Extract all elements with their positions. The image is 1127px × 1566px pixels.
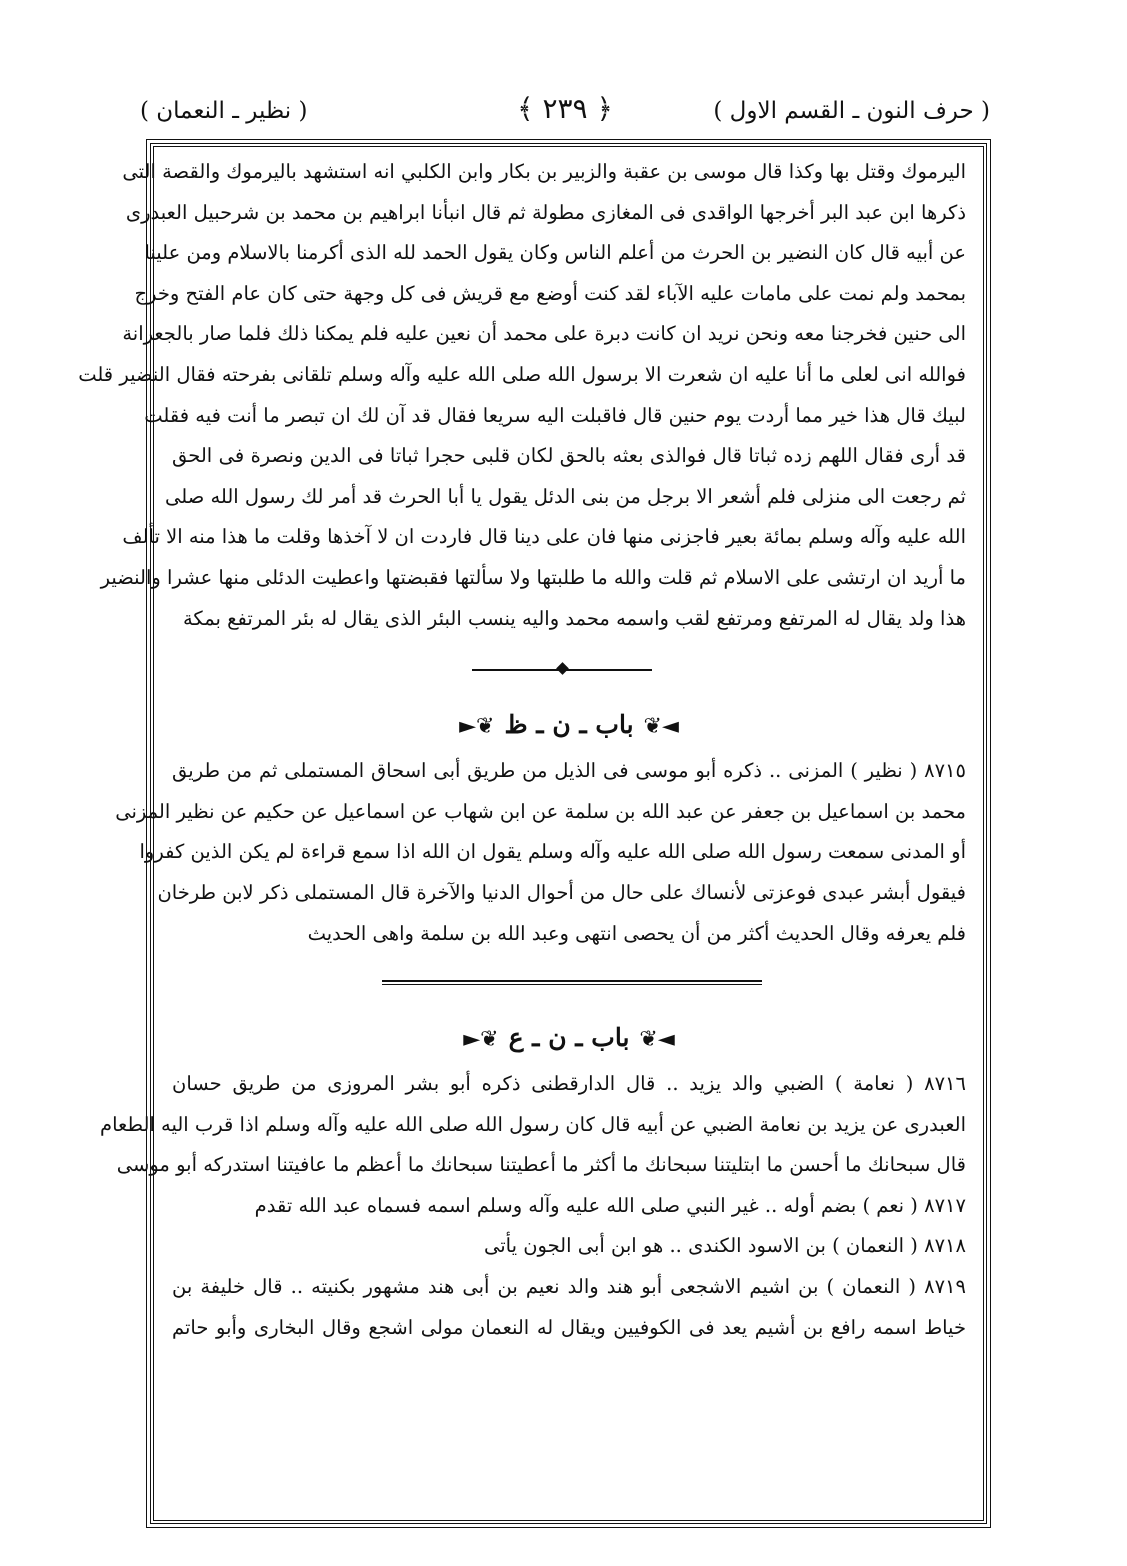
section-heading-label: باب ـ ن ـ ع <box>508 1023 630 1053</box>
section-divider-ornament <box>172 639 966 699</box>
text-line: فيقول أبشر عبدى فوعزتى لأنساك على حال من أحوال الدنيا والآخرة قال المستملى ذكر لابن طرخان <box>157 880 966 904</box>
text-line: خياط اسمه رافع بن أشيم يعد فى الكوفيين ويقال له النعمان مولى اشجع وقال البخارى وأبو حاتم <box>172 1315 966 1339</box>
text-line: هذا ولد يقال له المرتفع ومرتفع لقب واسمه محمد واليه ينسب البئر الذى يقال له بئر المرتفع بمكة <box>182 606 966 630</box>
text-line: ٨٧١٨ ( النعمان ) بن الاسود الكندى .. هو ابن أبى الجون يأتى <box>483 1234 966 1258</box>
text-line: ٨٧١٥ ( نظير ) المزنى .. ذكره أبو موسى فى الذيل من طريق أبى اسحاق المستملى ثم من طريق <box>172 759 966 783</box>
text-line: ثم رجعت الى منزلى فلم أشعر الا برجل من بنى الدئل يقول يا أبا الحرث قد أمر لك رسول الله صلى <box>164 484 966 508</box>
section-heading-nun-za <box>172 699 966 751</box>
section-divider-rule <box>172 954 966 1012</box>
page-number: ﴿ ٢٣٩ ﴾ <box>517 92 613 125</box>
section-heading-label: باب ـ ن ـ ظ <box>504 710 634 740</box>
ornament-icon: ❦► <box>459 714 495 740</box>
text-line: قد أرى فقال اللهم زده ثباتا قال فوالذى بعثه بالحق لكان قلبى حجرا ثباتا فى الدين ونصرة فى الحق <box>172 444 966 468</box>
text-line: بمحمد ولم نمت على مامات عليه الآباء لقد كنت أوضع مع قريش فى كل وجهة حتى كان عام الفتح وخرج <box>134 281 966 305</box>
text-line: قال سبحانك ما أحسن ما ابتليتنا سبحانك ما أكثر ما أعطيتنا سبحانك ما أعظم ما عافيتنا استدركه أبو موسى <box>116 1153 966 1177</box>
text-line: فوالله انى لعلى ما أنا عليه ان شعرت الا برسول الله صلى الله عليه وآله وسلم تلقانى بفرحته فقال النضير قلت <box>78 362 966 386</box>
page-body <box>78 152 966 1348</box>
text-line: اليرموك وقتل بها وكذا قال موسى بن عقبة والزبير بن بكار وابن الكلبي انه استشهد باليرموك والقصة التى <box>122 160 966 183</box>
section-heading-nun-ayn <box>172 1012 966 1064</box>
ornament-icon: ◄❦ <box>643 714 679 740</box>
text-line: ٨٧١٧ ( نعم ) بضم أوله .. غير النبي صلى الله عليه وآله وسلم اسمه فسماه عبد الله تقدم <box>254 1193 966 1217</box>
page-header <box>140 92 990 134</box>
text-line: محمد بن اسماعيل بن جعفر عن عبد الله بن سلمة عن ابن شهاب عن اسماعيل عن حكيم عن نظير المزنى <box>115 799 966 823</box>
text-line: ما أريد ان ارتشى على الاسلام ثم قلت والله ما طلبتها ولا سألتها فقبضتها واعطيت الدئلى منها عشرا والنضير <box>100 565 966 589</box>
text-line: الى حنين فخرجنا معه ونحن نريد ان كانت دبرة على محمد أن نعين عليه فلم يمكنا ذلك فلما صار بالجعرانة <box>122 322 966 346</box>
text-line: ٨٧١٩ ( النعمان ) بن اشيم الاشجعى أبو هند والد نعيم بن أبى هند مشهور بكنيته .. قال خليفة بن <box>172 1275 966 1299</box>
chapter-title: ( حرف النون ـ القسم الاول ) <box>713 98 990 124</box>
entries-8716-8719 <box>100 1064 966 1348</box>
entry-8715 <box>115 751 966 954</box>
text-line: ٨٧١٦ ( نعامة ) الضبي والد يزيد .. قال الدارقطنى ذكره أبو بشر المروزى من طريق حسان <box>172 1072 966 1096</box>
text-line: العبدرى عن يزيد بن نعامة الضبي عن أبيه قال كان رسول الله صلى الله عليه وآله وسلم اذا قرب اليه الطعام <box>100 1112 966 1136</box>
text-line: فلم يعرفه وقال الحديث أكثر من أن يحصى انتهى وعبد الله بن سلمة واهى الحديث <box>307 921 966 945</box>
text-line: أو المدنى سمعت رسول الله صلى الله عليه وآله وسلم يقول ان الله اذا سمع قراءة لم يكن الذين كفروا <box>139 840 966 864</box>
text-line: لبيك قال هذا خير مما أردت يوم حنين قال فاقبلت اليه سريعا فقال قد آن لك ان تبصر ما أنت فيه فقلت <box>144 403 966 427</box>
ornament-icon: ◄❦ <box>639 1027 675 1053</box>
continued-entry-text <box>78 152 966 639</box>
text-line: ذكرها ابن عبد البر أخرجها الواقدى فى المغازى مطولة ثم قال انبأنا ابراهيم بن محمد بن شرحبيل العبدرى <box>125 200 966 224</box>
text-line: الله عليه وآله وسلم بمائة بعير فاجزنى منها فان على دينا قال فاردت ان لا آخذها وقلت ما هذا منه الا تألف <box>122 525 966 549</box>
diamond-ornament-icon <box>556 662 569 675</box>
entry-range-title: ( نظير ـ النعمان ) <box>140 98 308 124</box>
ornament-icon: ❦► <box>463 1027 499 1053</box>
text-line: عن أبيه قال كان النضير بن الحرث من أعلم الناس وكان يقول الحمد لله الذى أكرمنا بالاسلام ومن علينا <box>144 241 966 265</box>
